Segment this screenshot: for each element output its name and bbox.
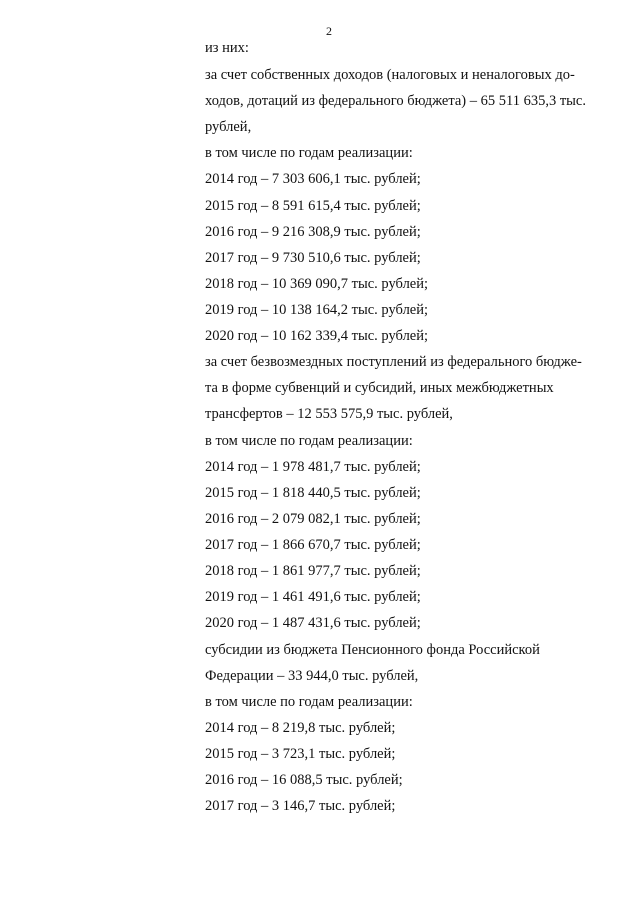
own-revenue-2015: 2015 год – 8 591 615,4 тыс. рублей; xyxy=(205,198,421,214)
own-revenue-2016: 2016 год – 9 216 308,9 тыс. рублей; xyxy=(205,224,421,240)
federal-transfers-by-year: в том числе по годам реализации: xyxy=(205,433,413,449)
own-revenue-2020: 2020 год – 10 162 339,4 тыс. рублей; xyxy=(205,328,429,344)
own-revenue-2019: 2019 год – 10 138 164,2 тыс. рублей; xyxy=(205,302,429,318)
own-revenue-line-2: ходов, дотаций из федерального бюджета) – 65 511 635,3 тыс. xyxy=(205,93,586,109)
own-revenue-line-1: за счет собственных доходов (налоговых и неналоговых до- xyxy=(205,67,575,83)
page-number: 2 xyxy=(326,24,332,38)
pension-fund-2016: 2016 год – 16 088,5 тыс. рублей; xyxy=(205,772,403,788)
federal-transfers-2020: 2020 год – 1 487 431,6 тыс. рублей; xyxy=(205,615,421,631)
federal-transfers-line-1: за счет безвозмездных поступлений из федерального бюдже- xyxy=(205,354,582,370)
own-revenue-2018: 2018 год – 10 369 090,7 тыс. рублей; xyxy=(205,276,429,292)
federal-transfers-2014: 2014 год – 1 978 481,7 тыс. рублей; xyxy=(205,459,421,475)
own-revenue-by-year: в том числе по годам реализации: xyxy=(205,145,413,161)
pension-fund-2017: 2017 год – 3 146,7 тыс. рублей; xyxy=(205,798,396,814)
federal-transfers-2015: 2015 год – 1 818 440,5 тыс. рублей; xyxy=(205,485,421,501)
pension-fund-line-1: субсидии из бюджета Пенсионного фонда Российской xyxy=(205,642,540,658)
pension-fund-2015: 2015 год – 3 723,1 тыс. рублей; xyxy=(205,746,396,762)
intro-line: из них: xyxy=(205,40,249,56)
federal-transfers-2018: 2018 год – 1 861 977,7 тыс. рублей; xyxy=(205,563,421,579)
own-revenue-2017: 2017 год – 9 730 510,6 тыс. рублей; xyxy=(205,250,421,266)
federal-transfers-2016: 2016 год – 2 079 082,1 тыс. рублей; xyxy=(205,511,421,527)
federal-transfers-2017: 2017 год – 1 866 670,7 тыс. рублей; xyxy=(205,537,421,553)
federal-transfers-line-2: та в форме субвенций и субсидий, иных межбюджетных xyxy=(205,380,554,396)
own-revenue-2014: 2014 год – 7 303 606,1 тыс. рублей; xyxy=(205,171,421,187)
own-revenue-line-3: рублей, xyxy=(205,119,252,135)
federal-transfers-2019: 2019 год – 1 461 491,6 тыс. рублей; xyxy=(205,589,421,605)
pension-fund-2014: 2014 год – 8 219,8 тыс. рублей; xyxy=(205,720,396,736)
pension-fund-line-2: Федерации – 33 944,0 тыс. рублей, xyxy=(205,668,419,684)
pension-fund-by-year: в том числе по годам реализации: xyxy=(205,694,413,710)
federal-transfers-line-3: трансфертов – 12 553 575,9 тыс. рублей, xyxy=(205,406,453,422)
